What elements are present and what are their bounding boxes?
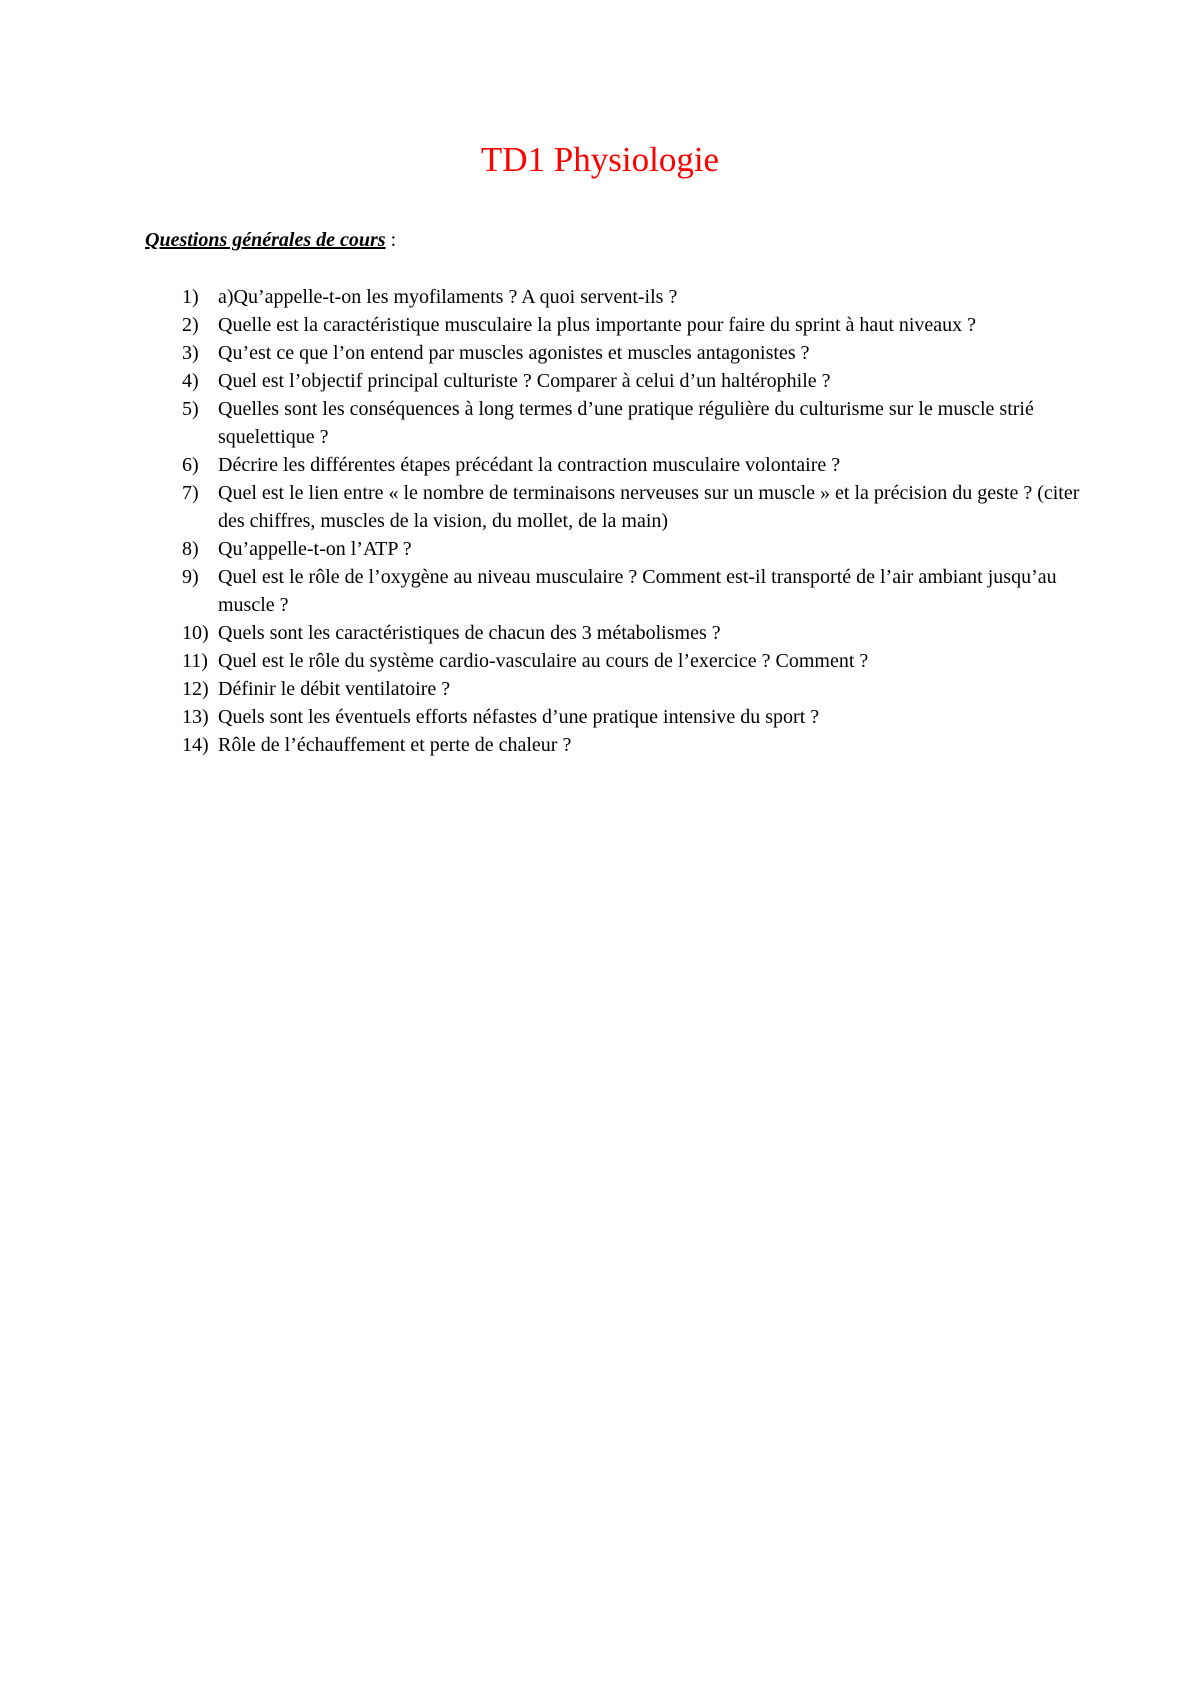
list-item <box>182 703 1082 731</box>
question-number: 13) <box>182 706 209 728</box>
question-number: 12) <box>182 678 209 700</box>
list-item <box>182 675 1082 703</box>
question-number: 11) <box>182 650 208 672</box>
question-text: Quel est le rôle du système cardio-vasculaire au cours de l’exercice ? Comment ? <box>218 650 869 672</box>
question-text: Qu’appelle-t-on l’ATP ? <box>218 538 412 560</box>
list-item <box>182 283 1082 311</box>
question-number: 9) <box>182 566 199 588</box>
question-number: 1) <box>182 286 199 308</box>
list-item <box>182 563 1082 619</box>
question-text: Décrire les différentes étapes précédant la contraction musculaire volontaire ? <box>218 454 841 476</box>
question-number: 4) <box>182 370 199 392</box>
question-text: Qu’est ce que l’on entend par muscles agonistes et muscles antagonistes ? <box>218 342 810 364</box>
question-text: Quels sont les éventuels efforts néfastes d’une pratique intensive du sport ? <box>218 706 820 728</box>
question-text: Quelle est la caractéristique musculaire la plus importante pour faire du sprint à haut niveaux ? <box>218 314 977 336</box>
question-text: Quels sont les caractéristiques de chacun des 3 métabolismes ? <box>218 622 721 644</box>
question-number: 2) <box>182 314 199 336</box>
question-text: Quel est le lien entre « le nombre de terminaisons nerveuses sur un muscle » et la précision du geste ? (citer des chiffres, muscles de la vision, du mollet, de la main) <box>218 482 1080 532</box>
list-item <box>182 367 1082 395</box>
question-number: 6) <box>182 454 199 476</box>
list-item <box>182 535 1082 563</box>
question-number: 8) <box>182 538 199 560</box>
list-item <box>182 619 1082 647</box>
list-item <box>182 395 1082 451</box>
question-number: 10) <box>182 622 209 644</box>
question-text: Quel est l’objectif principal culturiste ? Comparer à celui d’un haltérophile ? <box>218 370 831 392</box>
question-number: 14) <box>182 734 209 756</box>
question-list <box>182 283 1082 759</box>
section-heading <box>145 227 396 253</box>
question-number: 5) <box>182 398 199 420</box>
question-number: 7) <box>182 482 199 504</box>
page-title: TD1 Physiologie <box>480 140 720 179</box>
section-heading-text: Questions générales de cours <box>145 229 386 251</box>
list-item <box>182 647 1082 675</box>
question-text: a)Qu’appelle-t-on les myofilaments ? A quoi servent-ils ? <box>218 286 678 308</box>
question-number: 3) <box>182 342 199 364</box>
section-heading-suffix: : <box>385 229 397 251</box>
list-item <box>182 731 1082 759</box>
list-item <box>182 451 1082 479</box>
list-item <box>182 339 1082 367</box>
list-item <box>182 479 1082 535</box>
question-text: Définir le débit ventilatoire ? <box>218 678 451 700</box>
question-text: Rôle de l’échauffement et perte de chaleur ? <box>218 734 572 756</box>
question-text: Quel est le rôle de l’oxygène au niveau musculaire ? Comment est-il transporté de l’air ambiant jusqu’au muscle ? <box>218 566 1057 616</box>
question-text: Quelles sont les conséquences à long termes d’une pratique régulière du culturisme sur le muscle strié squelettique ? <box>218 398 1034 448</box>
list-item <box>182 311 1082 339</box>
